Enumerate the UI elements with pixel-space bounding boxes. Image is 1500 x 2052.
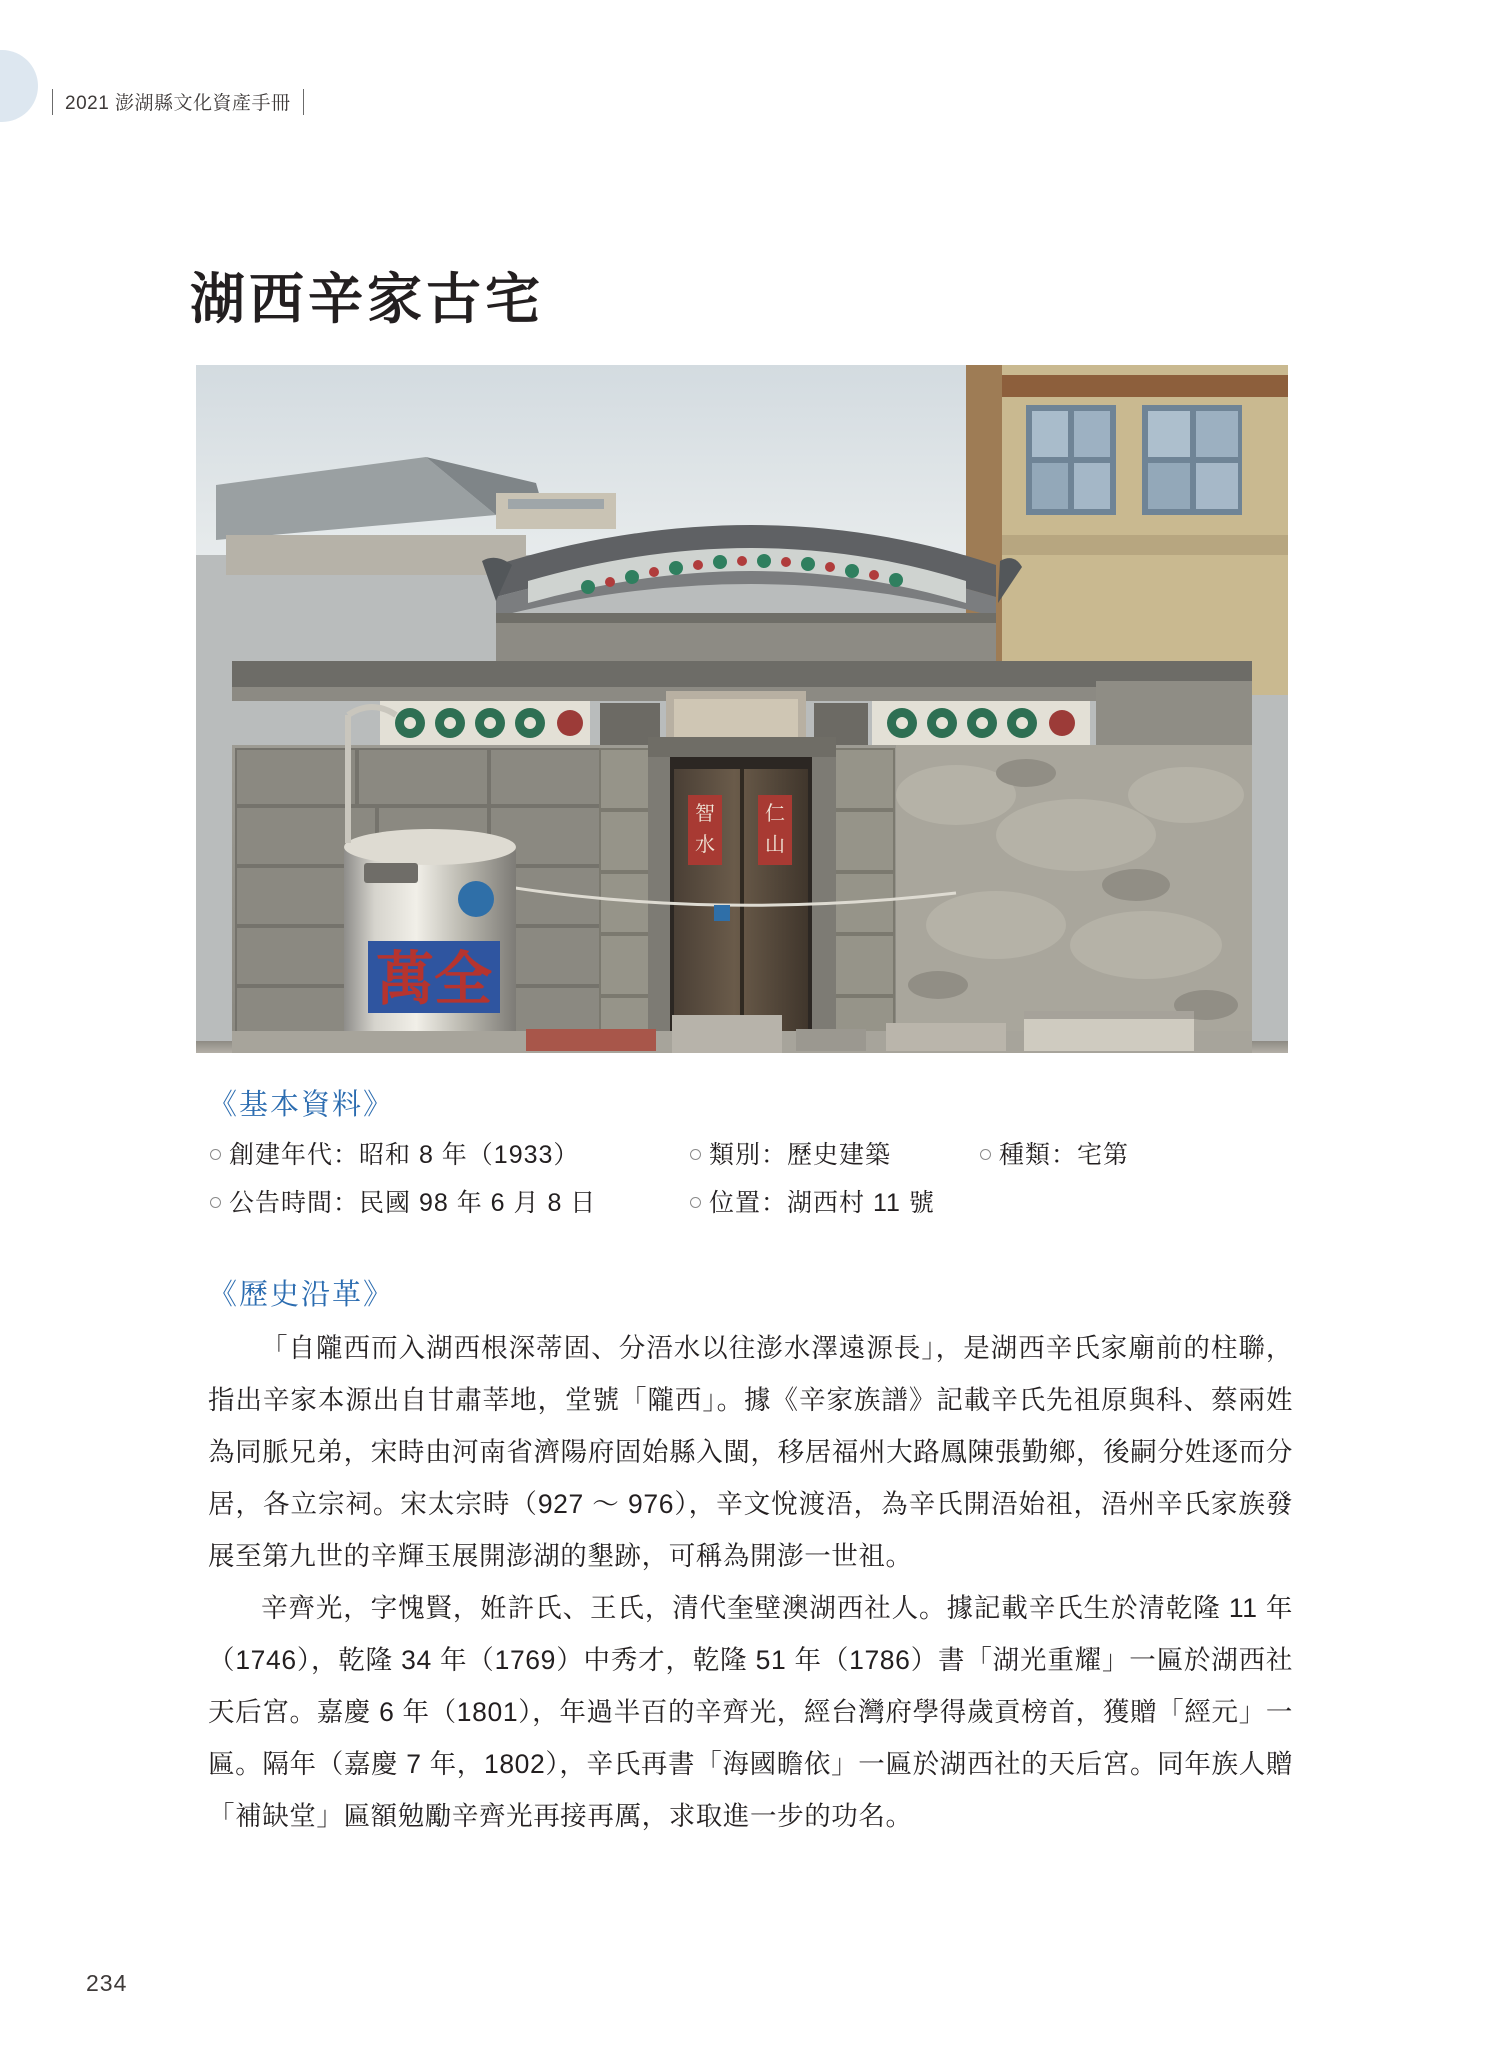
page-title: 湖西辛家古宅 <box>190 266 545 331</box>
fact-location <box>690 1183 980 1219</box>
fact-text: 類別：歷史建築 <box>709 1141 892 1169</box>
basic-info-row <box>210 1135 1300 1171</box>
fact-text: 種類：宅第 <box>999 1141 1130 1169</box>
history-body <box>208 1322 1293 1842</box>
running-header-text: 2021 澎湖縣文化資產手冊 <box>65 93 291 114</box>
svg-text:山: 山 <box>765 832 785 856</box>
history-paragraph: 「自隴西而入湖西根深蒂固、分浯水以往澎水澤遠源長」，是湖西辛氏家廟前的柱聯，指出辛家本源出自甘肅莘地，堂號「隴西」。據《辛家族譜》記載辛氏先祖原與科、蔡兩姓為同脈兄弟，宋時由河南省濟陽府固始縣入閩，移居福州大路鳳陳張勤鄉，後嗣分姓逐而分居，各立宗祠。宋太宗時（927 ～ 976），辛文悅渡浯，為辛氏開浯始祖，浯州辛氏家族發展至第九世的辛輝玉展開澎湖的墾跡，可稱為開澎一世祖。 <box>208 1333 1293 1571</box>
fact-text: 位置：湖西村 11 號 <box>709 1189 935 1217</box>
heritage-photo <box>196 365 1288 1053</box>
svg-text:萬全: 萬全 <box>375 945 493 1013</box>
running-header <box>52 88 304 115</box>
bullet-icon <box>980 1149 991 1160</box>
header-rule-left <box>52 89 53 115</box>
svg-text:水: 水 <box>695 832 715 856</box>
fact-text: 公告時間：民國 98 年 6 月 8 日 <box>229 1189 597 1217</box>
section-heading-basic-info: 《基本資料》 <box>208 1087 395 1121</box>
fact-construction-year <box>210 1135 690 1171</box>
history-paragraph: 辛齊光，字愧賢，姙許氏、王氏，清代奎壁澳湖西社人。據記載辛氏生於清乾隆 11 年（1746），乾隆 34 年（1769）中秀才，乾隆 51 年（1786）書「湖光重耀」一匾於湖西社天后宮。嘉慶 6 年（1801），年過半百的辛齊光，經台灣府學得歲貢榜首，獲贈「經元」一匾。隔年（嘉慶 7 年，1802），辛氏再書「海國瞻依」一匾於湖西社的天后宮。同年族人贈「補缺堂」匾額勉勵辛齊光再接再厲，求取進一步的功名。 <box>208 1593 1293 1831</box>
fact-announcement-date <box>210 1183 690 1219</box>
section-heading-history: 《歷史沿革》 <box>208 1277 395 1311</box>
svg-text:智: 智 <box>695 801 715 825</box>
fact-text: 創建年代：昭和 8 年（1933） <box>229 1141 580 1169</box>
svg-text:仁: 仁 <box>765 801 785 825</box>
header-rule-right <box>303 89 304 115</box>
page-number: 234 <box>86 1970 128 1996</box>
fact-type <box>980 1135 1129 1171</box>
fact-category <box>690 1135 980 1171</box>
basic-info-list <box>210 1135 1300 1231</box>
bullet-icon <box>210 1149 221 1160</box>
bullet-icon <box>690 1149 701 1160</box>
bullet-icon <box>210 1197 221 1208</box>
bullet-icon <box>690 1197 701 1208</box>
basic-info-row <box>210 1183 1300 1219</box>
decorative-circle <box>0 50 38 122</box>
